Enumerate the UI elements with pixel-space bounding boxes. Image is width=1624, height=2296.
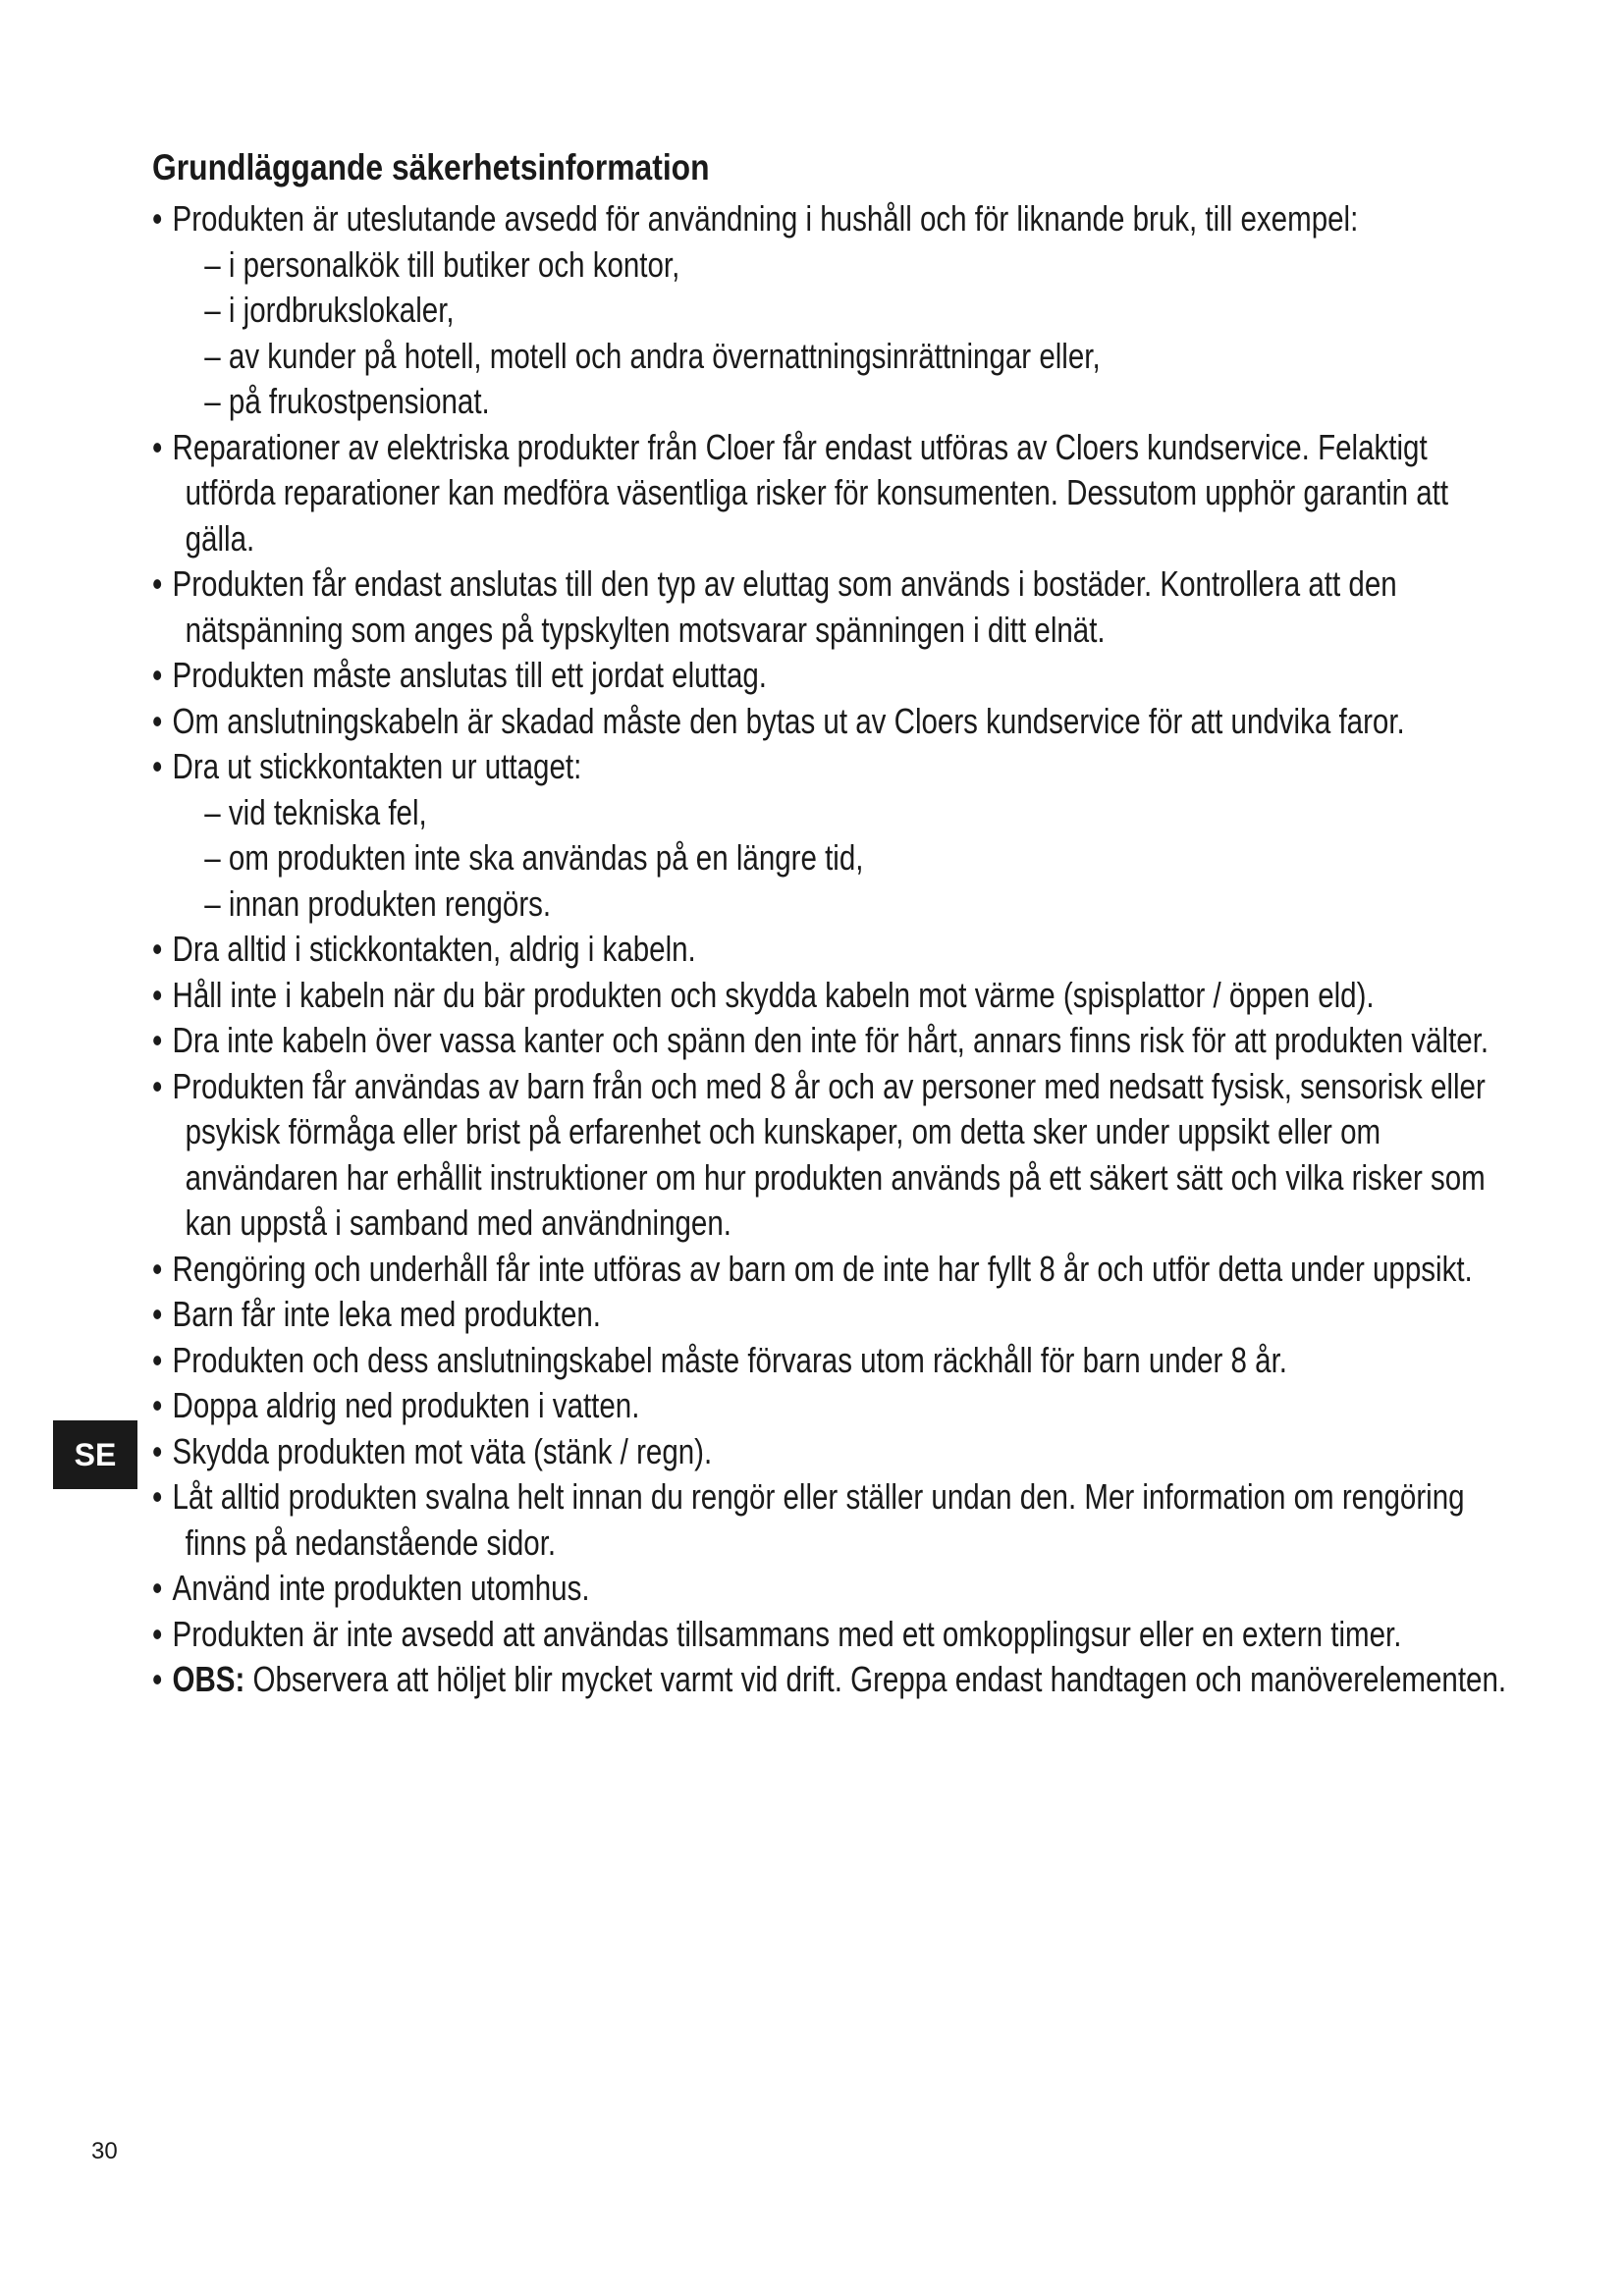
- dash-icon: –: [204, 837, 221, 878]
- safety-item: [152, 1474, 1508, 1566]
- safety-item-body: Använd inte produkten utomhus.: [172, 1568, 590, 1608]
- safety-item-text: [173, 1612, 1509, 1658]
- bullet-icon: •: [152, 1476, 163, 1517]
- sub-list-item: [204, 334, 1508, 380]
- sub-list-text: vid tekniska fel,: [228, 791, 427, 832]
- safety-item-text: [173, 699, 1509, 745]
- safety-item-body: Produkten måste anslutas till ett jordat eluttag.: [172, 655, 767, 695]
- bullet-icon: •: [152, 1248, 163, 1289]
- sub-list-item: [204, 288, 1508, 334]
- safety-item-body: Doppa aldrig ned produkten i vatten.: [172, 1385, 640, 1425]
- safety-item-text: [173, 561, 1509, 653]
- safety-item-body: Dra alltid i stickkontakten, aldrig i kabeln.: [172, 929, 696, 969]
- bullet-icon: •: [152, 1613, 163, 1654]
- safety-item: [152, 699, 1508, 745]
- bullet-icon: •: [152, 974, 163, 1015]
- bullet-icon: •: [152, 1065, 163, 1106]
- bullet-icon: •: [152, 426, 163, 467]
- safety-item-text: [173, 1338, 1509, 1384]
- page-number: 30: [91, 2138, 118, 2164]
- bullet-icon: •: [152, 746, 163, 786]
- sub-list-item: [204, 835, 1508, 881]
- safety-item-body: Rengöring och underhåll får inte utföras av barn om de inte har fyllt 8 år och utför detta under uppsikt.: [172, 1248, 1473, 1289]
- safety-item: [152, 561, 1508, 653]
- safety-item: [152, 1338, 1508, 1384]
- sub-list-item: [204, 242, 1508, 289]
- safety-item: [152, 1429, 1508, 1475]
- safety-item-body: Produkten är inte avsedd att användas tillsammans med ett omkopplingsur eller en extern timer.: [172, 1613, 1402, 1654]
- bullet-icon: •: [152, 563, 163, 604]
- safety-item-body: Om anslutningskabeln är skadad måste den bytas ut av Cloers kundservice för att undvika faror.: [172, 700, 1405, 741]
- sub-list-text: av kunder på hotell, motell och andra övernattningsinrättningar eller,: [228, 335, 1101, 376]
- safety-item: [152, 653, 1508, 699]
- safety-item: [152, 1657, 1508, 1703]
- safety-item-text: [173, 1657, 1509, 1703]
- safety-item: [152, 927, 1508, 973]
- sub-list-item: [204, 790, 1508, 836]
- bullet-icon: •: [152, 1659, 163, 1699]
- safety-item-text: [173, 1383, 1509, 1429]
- bullet-icon: •: [152, 1294, 163, 1334]
- safety-item-body: Observera att höljet blir mycket varmt vid drift. Greppa endast handtagen och manöverelementen.: [252, 1659, 1507, 1699]
- safety-item-text: [173, 1064, 1509, 1247]
- language-tab: SE: [53, 1420, 137, 1489]
- safety-item-body: Barn får inte leka med produkten.: [172, 1294, 601, 1334]
- sub-list-text: innan produkten rengörs.: [228, 882, 552, 924]
- safety-item: [152, 1292, 1508, 1338]
- bullet-icon: •: [152, 198, 163, 239]
- dash-icon: –: [204, 243, 221, 285]
- safety-item-text: [173, 1566, 1509, 1612]
- safety-item: [152, 1064, 1508, 1247]
- safety-item-text: [173, 973, 1509, 1019]
- safety-item: [152, 1566, 1508, 1612]
- safety-section: [152, 145, 1507, 1703]
- safety-item: [152, 1383, 1508, 1429]
- sub-list-item: [204, 881, 1508, 928]
- safety-item-body: Dra inte kabeln över vassa kanter och spänn den inte för hårt, annars finns risk för att produkten välter.: [172, 1020, 1489, 1060]
- safety-item: [152, 744, 1508, 927]
- safety-item-body: Produkten får användas av barn från och med 8 år och av personer med nedsatt fysisk, sensorisk eller psykisk förmåga eller brist på erfarenhet och kunskaper, om detta sker under uppsikt eller om användaren har erhållit instruktioner om hur produkten används på ett säkert sätt och vilka risker som kan uppstå i samband med användningen.: [172, 1065, 1486, 1243]
- safety-item-body: Produkten får endast anslutas till den typ av eluttag som används i bostäder. Kontrollera att den nätspänning som anges på typskylten motsvarar spänningen i ditt elnät.: [172, 563, 1397, 650]
- bullet-icon: •: [152, 700, 163, 741]
- safety-item: [152, 973, 1508, 1019]
- sub-list-text: på frukostpensionat.: [228, 381, 490, 421]
- bullet-icon: •: [152, 1385, 163, 1425]
- safety-item-text: [173, 653, 1509, 699]
- safety-item: [152, 1612, 1508, 1658]
- bullet-icon: •: [152, 1568, 163, 1608]
- safety-item-text: [173, 1429, 1509, 1475]
- bullet-icon: •: [152, 1339, 163, 1380]
- safety-item-text: [173, 425, 1509, 562]
- safety-item-text: [173, 1292, 1509, 1338]
- safety-item: [152, 196, 1508, 425]
- safety-item: [152, 1018, 1508, 1064]
- dash-icon: –: [204, 290, 221, 330]
- safety-item: [152, 1247, 1508, 1293]
- bullet-icon: •: [152, 1430, 163, 1471]
- safety-item-text: [173, 1474, 1509, 1566]
- safety-item-body: Låt alltid produkten svalna helt innan du rengör eller ställer undan den. Mer information om rengöring finns på nedanstående sidor.: [172, 1476, 1465, 1563]
- sub-list-text: i personalkök till butiker och kontor,: [228, 243, 680, 285]
- dash-icon: –: [204, 791, 221, 832]
- bullet-icon: •: [152, 1020, 163, 1060]
- sub-list: [173, 242, 1509, 425]
- safety-item-body: Håll inte i kabeln när du bär produkten och skydda kabeln mot värme (spisplattor / öppen eld).: [172, 974, 1375, 1015]
- safety-list: [152, 196, 1507, 1703]
- safety-item-text: [173, 196, 1509, 242]
- safety-item-text: [173, 927, 1509, 973]
- sub-list: [173, 790, 1509, 928]
- sub-list-text: i jordbrukslokaler,: [228, 290, 455, 330]
- bullet-icon: •: [152, 929, 163, 969]
- dash-icon: –: [204, 882, 221, 924]
- safety-item-body: Produkten är uteslutande avsedd för användning i hushåll och för liknande bruk, till exempel:: [172, 198, 1359, 239]
- bullet-icon: •: [152, 655, 163, 695]
- safety-item-body: Dra ut stickkontakten ur uttaget:: [172, 746, 582, 786]
- sub-list-text: om produkten inte ska användas på en längre tid,: [228, 837, 864, 878]
- safety-item-body: Produkten och dess anslutningskabel måste förvaras utom räckhåll för barn under 8 år.: [172, 1339, 1288, 1380]
- safety-item: [152, 425, 1508, 562]
- safety-item-text: [173, 744, 1509, 790]
- sub-list-item: [204, 379, 1508, 425]
- section-heading: Grundläggande säkerhetsinformation: [152, 147, 710, 187]
- safety-item-body: Reparationer av elektriska produkter från Cloer får endast utföras av Cloers kundservice. Felaktigt utförda reparationer kan medföra väsentliga risker för konsumenten. Dessutom upphör garantin att gälla.: [172, 426, 1449, 559]
- safety-item-text: [173, 1018, 1509, 1064]
- dash-icon: –: [204, 381, 221, 421]
- safety-item-text: [173, 1247, 1509, 1293]
- note-label: OBS:: [172, 1659, 245, 1699]
- dash-icon: –: [204, 335, 221, 376]
- safety-item-body: Skydda produkten mot väta (stänk / regn).: [172, 1430, 713, 1471]
